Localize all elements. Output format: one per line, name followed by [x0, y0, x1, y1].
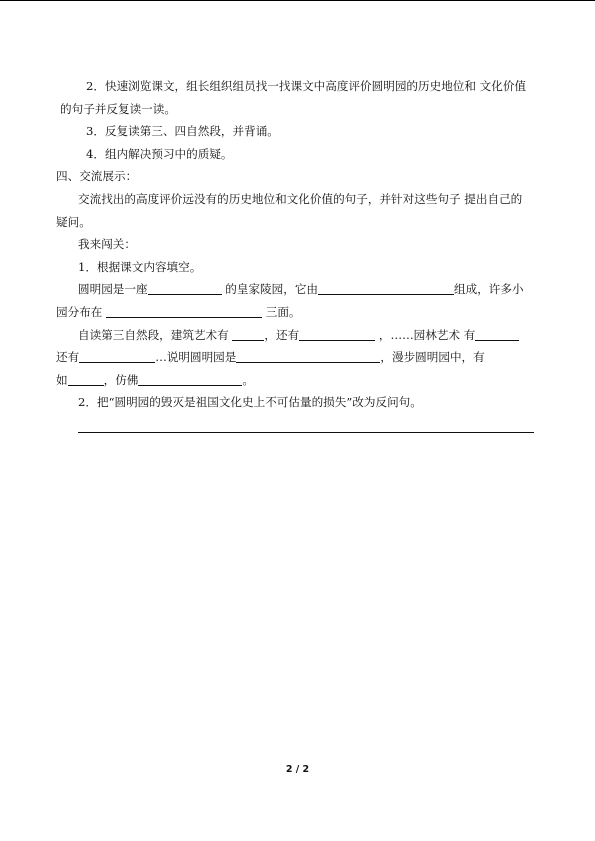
blank-10[interactable] — [138, 372, 242, 386]
challenge-heading: 我来闯关： — [78, 237, 136, 252]
fill-line-2-text-a: 园分布在 — [56, 304, 107, 319]
fill-line-5-text-c: 。 — [242, 372, 255, 387]
fill-line-5-text-b: ，仿佛 — [103, 372, 139, 387]
blank-5[interactable] — [299, 327, 375, 341]
fill-line-3-text-a: 自读第三自然段，建筑艺术有 — [78, 327, 233, 342]
fill-line-3-text-c: ，……园林艺术 有 — [375, 327, 476, 342]
fill-line-1-text-a: 圆明园是一座 — [78, 282, 148, 297]
question-1: 1．根据课文内容填空。 — [78, 259, 202, 274]
blank-9[interactable] — [68, 372, 104, 386]
blank-1[interactable] — [148, 281, 222, 295]
question-2: 2．把“圆明园的毁灭是祖国文化史上不可估量的损失”改为反问句。 — [78, 395, 422, 410]
section-4-heading: 四、交流展示： — [56, 169, 138, 184]
fill-line-4-text-a: 还有 — [56, 350, 80, 365]
item-3: 3．反复读第三、四自然段，并背诵。 — [86, 124, 279, 139]
fill-line-5-text-a: 如 — [56, 372, 68, 387]
fill-line-4-text-b: …说明圆明园是 — [155, 350, 237, 365]
blank-2[interactable] — [318, 281, 454, 295]
section-4-para-line-1: 交流找出的高度评价远没有的历史地位和文化价值的句子，并针对这些句子 提出自己的 — [78, 191, 523, 206]
blank-4[interactable] — [232, 327, 264, 341]
fill-line-5 — [56, 369, 542, 392]
fill-line-1 — [56, 278, 542, 301]
blank-6[interactable] — [475, 327, 519, 341]
blank-3[interactable] — [106, 304, 262, 318]
blank-7[interactable] — [79, 349, 155, 363]
page-number: 2 / 2 — [285, 764, 310, 775]
fill-line-3-text-b: ，还有 — [264, 327, 300, 342]
item-2-line-2: 的句子并反复读一读。 — [60, 101, 176, 116]
blank-8[interactable] — [236, 349, 380, 363]
fill-line-2 — [56, 301, 542, 324]
item-2-line-1: 2．快速浏览课文，组长组织组员找一找课文中高度评价圆明园的历史地位和 文化价值 — [86, 79, 527, 93]
fill-line-1-text-c: 组成，许多小 — [454, 282, 524, 297]
fill-line-4 — [56, 346, 542, 369]
item-4: 4．组内解决预习中的质疑。 — [86, 146, 233, 161]
fill-line-2-text-b: 三面。 — [262, 304, 301, 319]
section-4-para-line-2: 疑问。 — [56, 214, 91, 229]
fill-line-1-text-b: 的皇家陵园，它由 — [221, 282, 319, 297]
document-body — [56, 75, 542, 433]
page-top-rule — [0, 0, 595, 1]
fill-line-3 — [56, 324, 542, 347]
answer-line[interactable] — [78, 420, 534, 433]
fill-line-4-text-c: ，漫步圆明园中，有 — [380, 350, 485, 365]
